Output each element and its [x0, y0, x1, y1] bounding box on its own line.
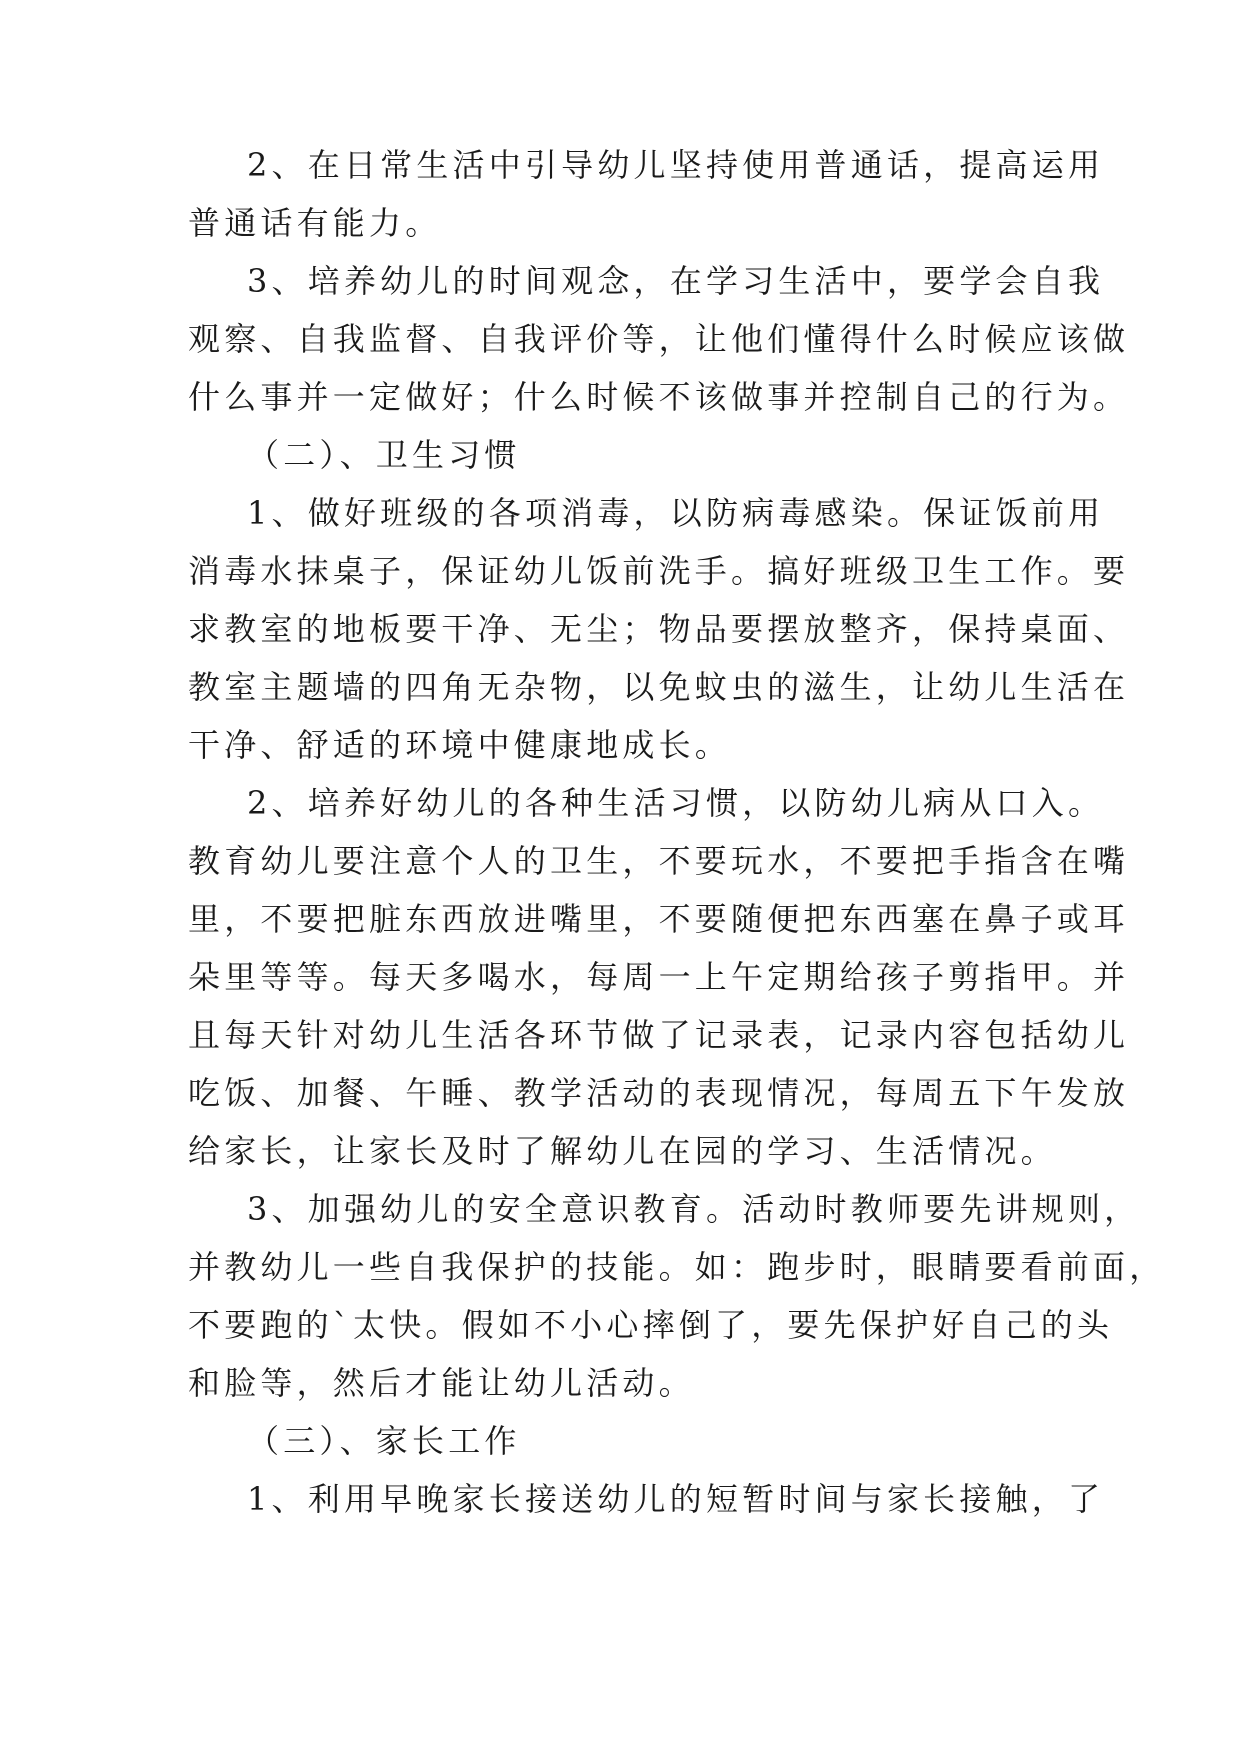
paragraph-line: 3、加强幼儿的安全意识教育。活动时教师要先讲规则，	[247, 1190, 1141, 1228]
paragraph-line: 1、利用早晚家长接送幼儿的短暂时间与家长接触，了	[247, 1480, 1105, 1518]
section-heading: （三）、家长工作	[247, 1422, 521, 1460]
paragraph-line: 不要跑的`太快。假如不小心摔倒了，要先保护好自己的头	[188, 1306, 1114, 1344]
paragraph-line: 给家长，让家长及时了解幼儿在园的学习、生活情况。	[188, 1132, 1057, 1170]
paragraph-line: 求教室的地板要干净、无尘；物品要摆放整齐，保持桌面、	[188, 610, 1130, 648]
paragraph-line: 教室主题墙的四角无杂物，以免蚊虫的滋生，让幼儿生活在	[188, 668, 1130, 706]
paragraph-line: 且每天针对幼儿生活各环节做了记录表，记录内容包括幼儿	[188, 1016, 1130, 1054]
paragraph-line: 2、在日常生活中引导幼儿坚持使用普通话，提高运用	[247, 146, 1105, 184]
paragraph-line: 朵里等等。每天多喝水，每周一上午定期给孩子剪指甲。并	[188, 958, 1130, 996]
paragraph-line: 2、培养好幼儿的各种生活习惯，以防幼儿病从口入。	[247, 784, 1105, 822]
paragraph-line: 什么事并一定做好；什么时候不该做事并控制自己的行为。	[188, 378, 1130, 416]
paragraph-line: 1、做好班级的各项消毒，以防病毒感染。保证饭前用	[247, 494, 1105, 532]
paragraph-line: 教育幼儿要注意个人的卫生，不要玩水，不要把手指含在嘴	[188, 842, 1130, 880]
paragraph-line: 里，不要把脏东西放进嘴里，不要随便把东西塞在鼻子或耳	[188, 900, 1130, 938]
paragraph-line: 和脸等，然后才能让幼儿活动。	[188, 1364, 695, 1402]
paragraph-line: 吃饭、加餐、午睡、教学活动的表现情况，每周五下午发放	[188, 1074, 1130, 1112]
paragraph-line: 观察、自我监督、自我评价等，让他们懂得什么时候应该做	[188, 320, 1130, 358]
paragraph-line: 3、培养幼儿的时间观念，在学习生活中，要学会自我	[247, 262, 1105, 300]
paragraph-line: 消毒水抹桌子，保证幼儿饭前洗手。搞好班级卫生工作。要	[188, 552, 1130, 590]
section-heading: （二）、卫生习惯	[247, 436, 521, 474]
paragraph-line: 并教幼儿一些自我保护的技能。如：跑步时，眼睛要看前面，	[188, 1248, 1166, 1286]
paragraph-line: 普通话有能力。	[188, 204, 442, 242]
paragraph-line: 干净、舒适的环境中健康地成长。	[188, 726, 732, 764]
